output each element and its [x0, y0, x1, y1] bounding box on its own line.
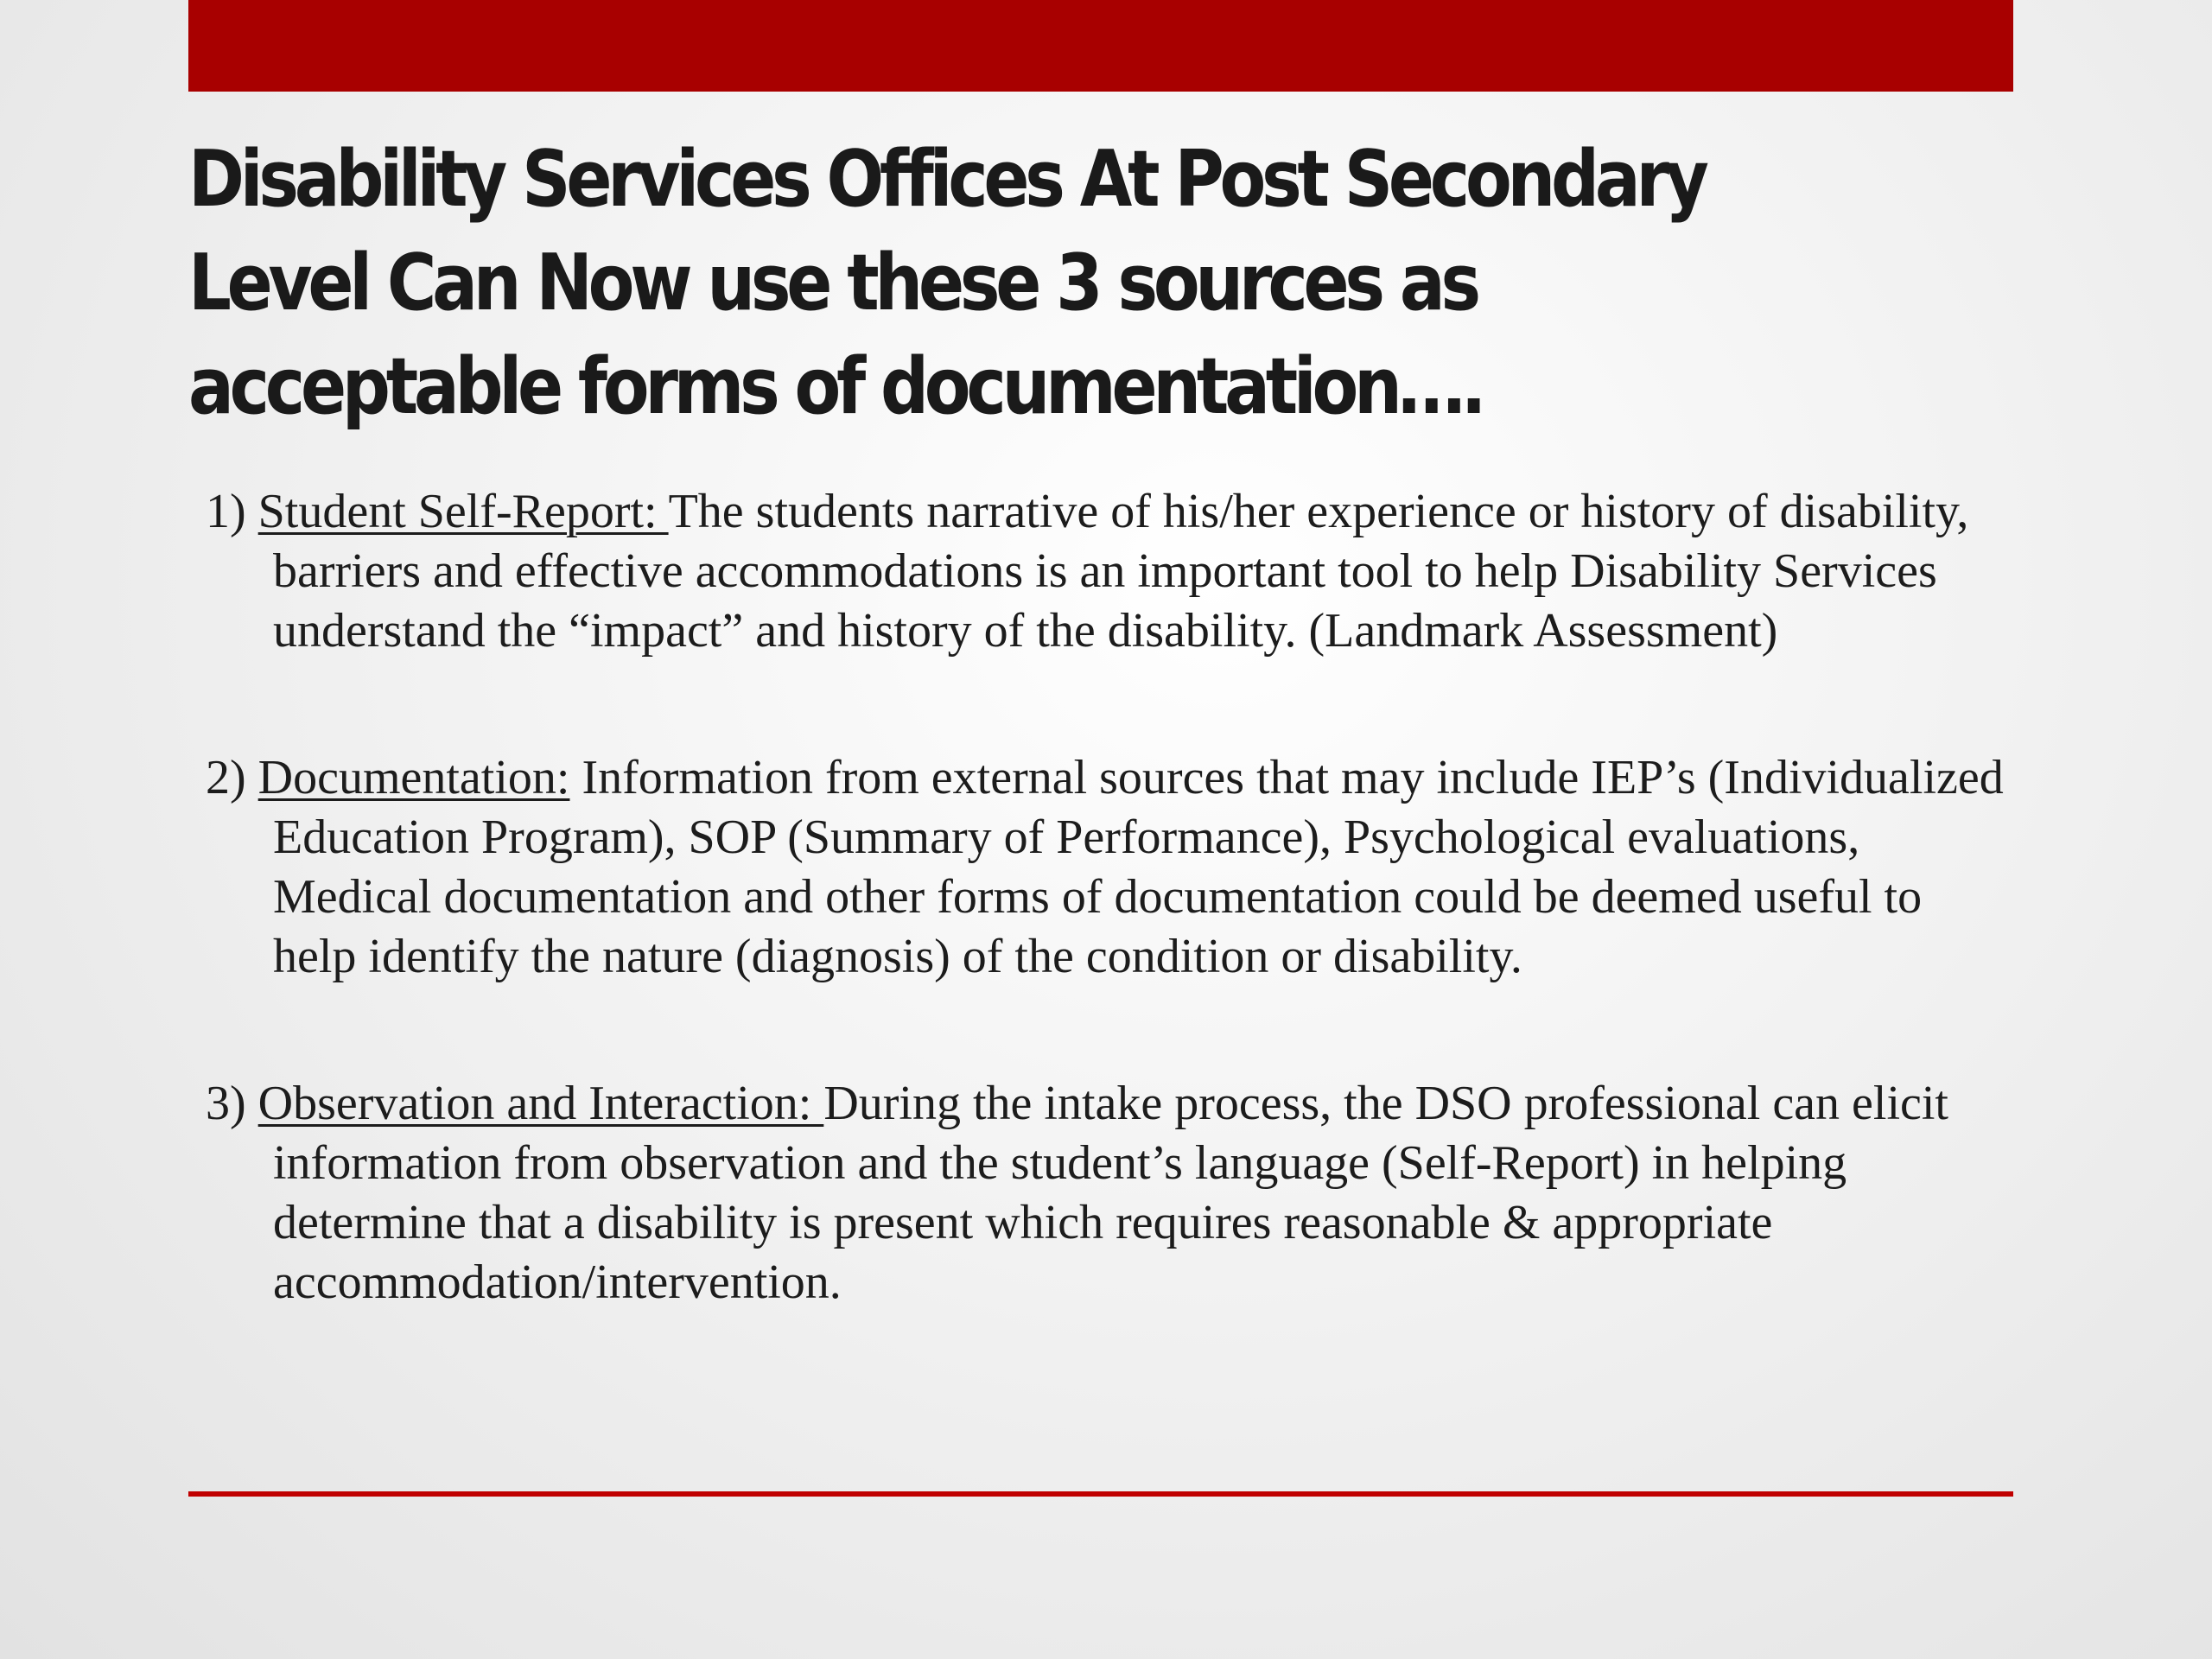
slide-title — [188, 128, 2013, 439]
item-text: Information from external sources that may include IEP’s (Individualized Education Program), SOP (Summary of Performance), Psychological evaluations, Medical documentation and other forms of documentation could be deemed useful to help identify the nature (diagnosis) of the condition or disability. — [273, 751, 2004, 983]
item-text: During the intake process, the DSO professional can elicit information from observation and the student’s language (Self-Report) in helping determine that a disability is present which requires reasonable & appropriate accommodation/intervention. — [273, 1077, 1948, 1309]
slide-title-line-3: acceptable forms of documentation…. — [188, 341, 1483, 432]
item-number: 2) — [206, 751, 246, 804]
item-text: The students narrative of his/her experience or history of disability, barriers and effective accommodations is an important tool to help Disability Services understand the “impact” and history of the disability. (Landmark Assessment) — [273, 485, 1969, 658]
item-term: Student Self-Report: — [257, 485, 669, 538]
list-item-self-report — [206, 482, 2012, 661]
item-number: 3) — [206, 1077, 246, 1130]
list-item-documentation — [206, 748, 2012, 987]
slide-title-line-1: Disability Services Offices At Post Secondary — [188, 134, 1705, 225]
slide-title-line-2: Level Can Now use these 3 sources as — [188, 238, 1477, 328]
top-accent-bar — [188, 0, 2013, 92]
slide-body — [206, 482, 2012, 1313]
bottom-divider — [188, 1491, 2013, 1497]
list-item-observation — [206, 1074, 2012, 1313]
item-term: Observation and Interaction: — [257, 1077, 824, 1130]
item-term: Documentation: — [257, 751, 570, 804]
item-number: 1) — [206, 485, 246, 538]
